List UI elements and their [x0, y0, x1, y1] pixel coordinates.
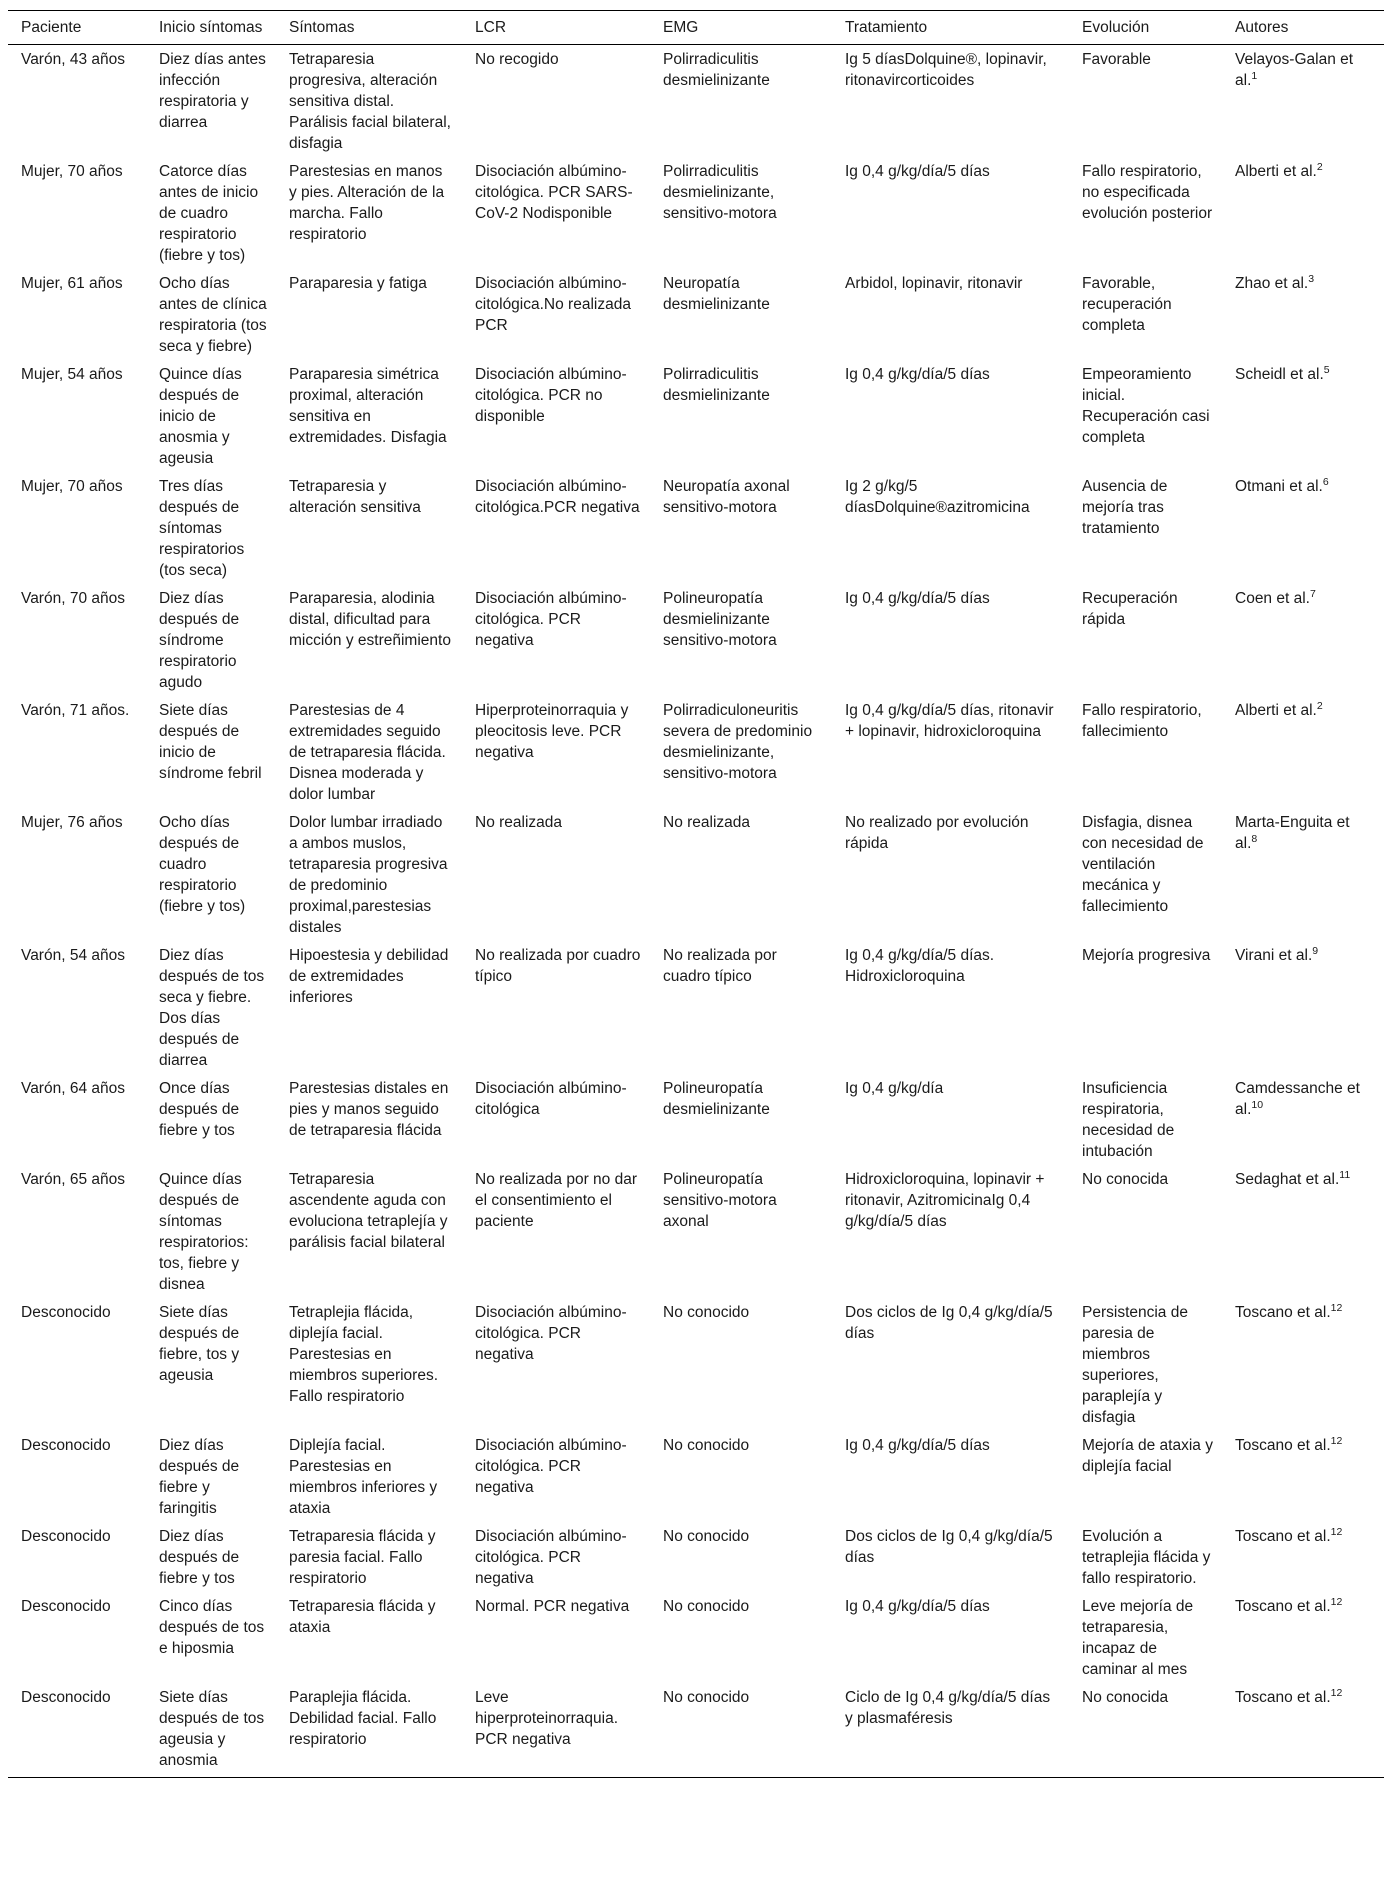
- cell-paciente: Mujer, 54 años: [21, 366, 123, 383]
- cases-table-container: [8, 10, 1384, 1778]
- cell-emg: Neuropatía axonal sensitivo-motora: [663, 478, 790, 516]
- cell-inicio-sintomas: Catorce días antes de inicio de cuadro respiratorio (fiebre y tos): [159, 163, 259, 264]
- header-autores: Autores: [1222, 11, 1384, 45]
- reference-number: 12: [1330, 1434, 1343, 1447]
- cell-tratamiento: Ig 0,4 g/kg/día/5 días. Hidroxicloroquina: [845, 947, 995, 985]
- cell-inicio-sintomas: Siete días después de tos ageusia y anosmia: [146, 1683, 276, 1778]
- cell-inicio-sintomas: Diez días antes infección respiratoria y diarrea: [159, 51, 266, 131]
- reference-number: 1: [1251, 69, 1258, 82]
- cell-emg: No conocido: [663, 1437, 750, 1454]
- table-row: [8, 1683, 1384, 1778]
- table-row: [8, 584, 1384, 696]
- author-name: Toscano et al.: [1235, 1689, 1331, 1706]
- cell-sintomas: Paraplejia flácida. Debilidad facial. Fallo respiratorio: [276, 1683, 462, 1778]
- cell-evolucion: Empeoramiento inicial. Recuperación casi completa: [1082, 366, 1210, 446]
- table-row: [8, 157, 1384, 269]
- cell-paciente: Varón, 70 años: [21, 590, 125, 607]
- cell-emg: No realizada por cuadro típico: [663, 947, 777, 985]
- cell-lcr: No realizada por cuadro típico: [475, 947, 641, 985]
- cell-paciente: Mujer, 70 años: [21, 478, 123, 495]
- cell-autores: [1222, 472, 1384, 584]
- cell-autores: [1222, 584, 1384, 696]
- cell-evolucion: Persistencia de paresia de miembros superiores, paraplejía y disfagia: [1082, 1304, 1188, 1426]
- table-row: [8, 1074, 1384, 1165]
- cell-paciente: Desconocido: [21, 1437, 111, 1454]
- header-lcr: LCR: [462, 11, 650, 45]
- cell-lcr: Disociación albúmino-citológica. PCR negativa: [475, 590, 627, 649]
- table-header-row: [8, 11, 1384, 45]
- reference-number: 6: [1322, 475, 1329, 488]
- reference-number: 11: [1339, 1168, 1351, 1181]
- cell-sintomas: Hipoestesia y debilidad de extremidades inferiores: [289, 947, 449, 1006]
- cell-sintomas: Diplejía facial. Parestesias en miembros inferiores y ataxia: [289, 1437, 438, 1517]
- cell-lcr: No recogido: [475, 51, 559, 68]
- author-name: Alberti et al.: [1235, 702, 1317, 719]
- author-name: Toscano et al.: [1235, 1304, 1331, 1321]
- cell-lcr: Disociación albúmino-citológica.PCR negativa: [475, 478, 640, 516]
- cell-evolucion: Disfagia, disnea con necesidad de ventilación mecánica y fallecimiento: [1082, 814, 1204, 915]
- header-inicio-sintomas: Inicio síntomas: [146, 11, 276, 45]
- table-row: [8, 1298, 1384, 1431]
- table-row: [8, 696, 1384, 808]
- cell-lcr: Disociación albúmino-citológica. PCR no disponible: [475, 366, 627, 425]
- cell-evolucion: No conocida: [1082, 1171, 1169, 1188]
- cell-paciente: Varón, 54 años: [21, 947, 125, 964]
- cell-sintomas: Tetraparesia flácida y paresia facial. Fallo respiratorio: [289, 1528, 436, 1587]
- cell-autores: [1222, 696, 1384, 808]
- cell-evolucion: Favorable, recuperación completa: [1082, 275, 1172, 334]
- cell-tratamiento: Ciclo de Ig 0,4 g/kg/día/5 días y plasmaféresis: [832, 1683, 1069, 1778]
- table-body: [8, 45, 1384, 1778]
- cell-paciente: Varón, 43 años: [21, 51, 125, 68]
- reference-number: 9: [1312, 944, 1319, 957]
- cell-paciente: Mujer, 76 años: [21, 814, 123, 831]
- cell-autores: [1222, 1522, 1384, 1592]
- cell-paciente: Desconocido: [21, 1304, 111, 1321]
- cell-tratamiento: Ig 0,4 g/kg/día/5 días: [845, 366, 990, 383]
- reference-number: 3: [1308, 272, 1315, 285]
- cell-lcr: Leve hiperproteinorraquia. PCR negativa: [462, 1683, 650, 1778]
- table-row: [8, 472, 1384, 584]
- cell-paciente: Desconocido: [8, 1683, 146, 1778]
- cell-sintomas: Parestesias de 4 extremidades seguido de tetraparesia flácida. Disnea moderada y dolor lumbar: [289, 702, 446, 803]
- cell-evolucion: Evolución a tetraplejia flácida y fallo respiratorio.: [1082, 1528, 1211, 1587]
- cell-emg: Polirradiculitis desmielinizante: [663, 366, 770, 404]
- author-name: Marta-Enguita et al.: [1235, 814, 1350, 852]
- cell-lcr: Disociación albúmino-citológica.No realizada PCR: [475, 275, 631, 334]
- cell-paciente: Varón, 64 años: [21, 1080, 125, 1097]
- cell-tratamiento: No realizado por evolución rápida: [845, 814, 1029, 852]
- cell-paciente: Desconocido: [21, 1528, 111, 1545]
- reference-number: 12: [1330, 1595, 1343, 1608]
- author-name: Otmani et al.: [1235, 478, 1323, 495]
- cell-evolucion: No conocida: [1069, 1683, 1222, 1778]
- cell-emg: No conocido: [663, 1304, 750, 1321]
- cell-sintomas: Paraparesia simétrica proximal, alteración sensitiva en extremidades. Disfagia: [289, 366, 447, 446]
- cell-tratamiento: Dos ciclos de Ig 0,4 g/kg/día/5 días: [845, 1528, 1053, 1566]
- cell-inicio-sintomas: Diez días después de fiebre y faringitis: [159, 1437, 240, 1517]
- cell-evolucion: Leve mejoría de tetraparesia, incapaz de caminar al mes: [1082, 1598, 1194, 1678]
- cell-tratamiento: Ig 0,4 g/kg/día/5 días: [845, 1598, 990, 1615]
- cell-emg: Polirradiculitis desmielinizante: [663, 51, 770, 89]
- reference-number: 12: [1330, 1525, 1343, 1538]
- cell-inicio-sintomas: Quince días después de síntomas respiratorios: tos, fiebre y disnea: [159, 1171, 249, 1293]
- cell-autores: [1222, 360, 1384, 472]
- cell-emg: Polirradiculitis desmielinizante, sensitivo-motora: [663, 163, 777, 222]
- cell-lcr: Disociación albúmino-citológica. PCR negativa: [475, 1437, 627, 1496]
- cell-tratamiento: Ig 5 díasDolquine®, lopinavir, ritonavircorticoides: [845, 51, 1047, 89]
- cell-paciente: Varón, 71 años.: [21, 702, 130, 719]
- author-name: Coen et al.: [1235, 590, 1310, 607]
- cell-sintomas: Tetraparesia ascendente aguda con evoluciona tetraplejía y parálisis facial bilateral: [289, 1171, 448, 1251]
- cell-autores: [1222, 1298, 1384, 1431]
- cell-sintomas: Dolor lumbar irradiado a ambos muslos, tetraparesia progresiva de predominio proximal,parestesias distales: [289, 814, 448, 936]
- cell-lcr: Disociación albúmino-citológica. PCR negativa: [475, 1304, 627, 1363]
- cell-sintomas: Paraparesia, alodinia distal, dificultad para micción y estreñimiento: [289, 590, 451, 649]
- author-name: Scheidl et al.: [1235, 366, 1324, 383]
- cell-lcr: No realizada: [475, 814, 563, 831]
- author-name: Sedaghat et al.: [1235, 1171, 1340, 1188]
- author-name: Toscano et al.: [1235, 1598, 1331, 1615]
- reference-number: 2: [1316, 160, 1323, 173]
- cell-sintomas: Tetraplejia flácida, diplejía facial. Parestesias en miembros superiores. Fallo respiratorio: [289, 1304, 439, 1405]
- table-row: [8, 941, 1384, 1074]
- cell-inicio-sintomas: Siete días después de fiebre, tos y ageusia: [159, 1304, 240, 1384]
- cell-evolucion: Fallo respiratorio, no especificada evolución posterior: [1082, 163, 1213, 222]
- reference-number: 12: [1330, 1686, 1343, 1699]
- cell-autores: [1222, 808, 1384, 941]
- author-name: Zhao et al.: [1235, 275, 1309, 292]
- header-sintomas: Síntomas: [276, 11, 462, 45]
- author-name: Velayos-Galan et al.: [1235, 51, 1354, 89]
- table-row: [8, 808, 1384, 941]
- reference-number: 10: [1251, 1098, 1264, 1111]
- cell-inicio-sintomas: Diez días después de tos seca y fiebre. Dos días después de diarrea: [159, 947, 265, 1069]
- cell-lcr: Disociación albúmino-citológica. PCR SARS-CoV-2 Nodisponible: [475, 163, 633, 222]
- cell-autores: [1222, 941, 1384, 1074]
- reference-number: 7: [1309, 587, 1316, 600]
- cell-inicio-sintomas: Tres días después de síntomas respiratorios (tos seca): [159, 478, 245, 579]
- cell-inicio-sintomas: Once días después de fiebre y tos: [159, 1080, 240, 1139]
- cell-evolucion: Recuperación rápida: [1082, 590, 1178, 628]
- cell-sintomas: Parestesias en manos y pies. Alteración de la marcha. Fallo respiratorio: [289, 163, 445, 243]
- cell-sintomas: Paraparesia y fatiga: [289, 275, 427, 292]
- cell-evolucion: Mejoría de ataxia y diplejía facial: [1082, 1437, 1213, 1475]
- cell-lcr: Disociación albúmino-citológica: [475, 1080, 627, 1118]
- table-row: [8, 1165, 1384, 1298]
- author-name: Toscano et al.: [1235, 1528, 1331, 1545]
- cell-evolucion: Mejoría progresiva: [1082, 947, 1211, 964]
- cell-sintomas: Tetraparesia y alteración sensitiva: [289, 478, 421, 516]
- cell-paciente: Mujer, 70 años: [21, 163, 123, 180]
- cases-table: [8, 10, 1384, 1778]
- cell-tratamiento: Ig 0,4 g/kg/día/5 días: [845, 163, 990, 180]
- cell-evolucion: Insuficiencia respiratoria, necesidad de intubación: [1082, 1080, 1175, 1160]
- cell-inicio-sintomas: Siete días después de inicio de síndrome febril: [159, 702, 262, 782]
- cell-lcr: Normal. PCR negativa: [475, 1598, 630, 1615]
- cell-paciente: Mujer, 61 años: [21, 275, 123, 292]
- cell-emg: No realizada: [663, 814, 751, 831]
- cell-evolucion: Ausencia de mejoría tras tratamiento: [1082, 478, 1168, 537]
- header-tratamiento: Tratamiento: [832, 11, 1069, 45]
- cell-sintomas: Tetraparesia progresiva, alteración sensitiva distal. Parálisis facial bilateral, disfagia: [289, 51, 451, 152]
- cell-paciente: Varón, 65 años: [21, 1171, 125, 1188]
- cell-tratamiento: Dos ciclos de Ig 0,4 g/kg/día/5 días: [845, 1304, 1053, 1342]
- cell-tratamiento: Ig 0,4 g/kg/día/5 días: [845, 590, 990, 607]
- cell-emg: No conocido: [650, 1683, 832, 1778]
- cell-autores: [1222, 1165, 1384, 1298]
- author-name: Camdessanche et al.: [1235, 1080, 1360, 1118]
- author-name: Virani et al.: [1235, 947, 1313, 964]
- cell-sintomas: Tetraparesia flácida y ataxia: [289, 1598, 436, 1636]
- cell-evolucion: Favorable: [1082, 51, 1151, 68]
- cell-sintomas: Parestesias distales en pies y manos seguido de tetraparesia flácida: [289, 1080, 449, 1139]
- cell-emg: No conocido: [663, 1598, 750, 1615]
- cell-autores: [1222, 1592, 1384, 1683]
- cell-lcr: No realizada por no dar el consentimiento el paciente: [475, 1171, 637, 1230]
- cell-emg: Polineuropatía sensitivo-motora axonal: [663, 1171, 777, 1230]
- reference-number: 5: [1323, 363, 1330, 376]
- cell-tratamiento: Ig 2 g/kg/5 díasDolquine®azitromicina: [845, 478, 1030, 516]
- reference-number: 2: [1316, 699, 1323, 712]
- header-evolucion: Evolución: [1069, 11, 1222, 45]
- cell-emg: Neuropatía desmielinizante: [663, 275, 770, 313]
- cell-autores: [1222, 157, 1384, 269]
- table-row: [8, 269, 1384, 360]
- cell-evolucion: Fallo respiratorio, fallecimiento: [1082, 702, 1202, 740]
- cell-inicio-sintomas: Diez días después de fiebre y tos: [159, 1528, 240, 1587]
- cell-autores: [1222, 1074, 1384, 1165]
- cell-autores: [1222, 1431, 1384, 1522]
- cell-lcr: Disociación albúmino-citológica. PCR negativa: [475, 1528, 627, 1587]
- cell-autores: [1222, 45, 1384, 158]
- cell-inicio-sintomas: Ocho días después de cuadro respiratorio (fiebre y tos): [159, 814, 246, 915]
- cell-tratamiento: Ig 0,4 g/kg/día/5 días, ritonavir + lopinavir, hidroxicloroquina: [845, 702, 1054, 740]
- table-row: [8, 1592, 1384, 1683]
- table-row: [8, 360, 1384, 472]
- header-paciente: Paciente: [8, 11, 146, 45]
- cell-autores: [1222, 269, 1384, 360]
- cell-inicio-sintomas: Diez días después de síndrome respiratorio agudo: [159, 590, 240, 691]
- cell-inicio-sintomas: Quince días después de inicio de anosmia y ageusia: [159, 366, 242, 467]
- cell-tratamiento: Ig 0,4 g/kg/día: [845, 1080, 944, 1097]
- author-name: Toscano et al.: [1235, 1437, 1331, 1454]
- cell-lcr: Hiperproteinorraquia y pleocitosis leve. PCR negativa: [475, 702, 629, 761]
- cell-inicio-sintomas: Cinco días después de tos e hiposmia: [159, 1598, 265, 1657]
- cell-autores: [1222, 1683, 1384, 1778]
- cell-tratamiento: Ig 0,4 g/kg/día/5 días: [845, 1437, 990, 1454]
- cell-tratamiento: Hidroxicloroquina, lopinavir + ritonavir, AzitromicinaIg 0,4 g/kg/día/5 días: [845, 1171, 1045, 1230]
- header-emg: EMG: [650, 11, 832, 45]
- cell-inicio-sintomas: Ocho días antes de clínica respiratoria (tos seca y fiebre): [159, 275, 267, 355]
- cell-emg: Polirradiculoneuritis severa de predominio desmielinizante, sensitivo-motora: [663, 702, 813, 782]
- table-row: [8, 1431, 1384, 1522]
- cell-paciente: Desconocido: [21, 1598, 111, 1615]
- reference-number: 12: [1330, 1301, 1343, 1314]
- author-name: Alberti et al.: [1235, 163, 1317, 180]
- table-row: [8, 45, 1384, 158]
- reference-number: 8: [1251, 832, 1258, 845]
- table-row: [8, 1522, 1384, 1592]
- cell-emg: No conocido: [663, 1528, 750, 1545]
- cell-emg: Polineuropatía desmielinizante: [663, 1080, 770, 1118]
- cell-tratamiento: Arbidol, lopinavir, ritonavir: [845, 275, 1023, 292]
- cell-emg: Polineuropatía desmielinizante sensitivo-motora: [663, 590, 777, 649]
